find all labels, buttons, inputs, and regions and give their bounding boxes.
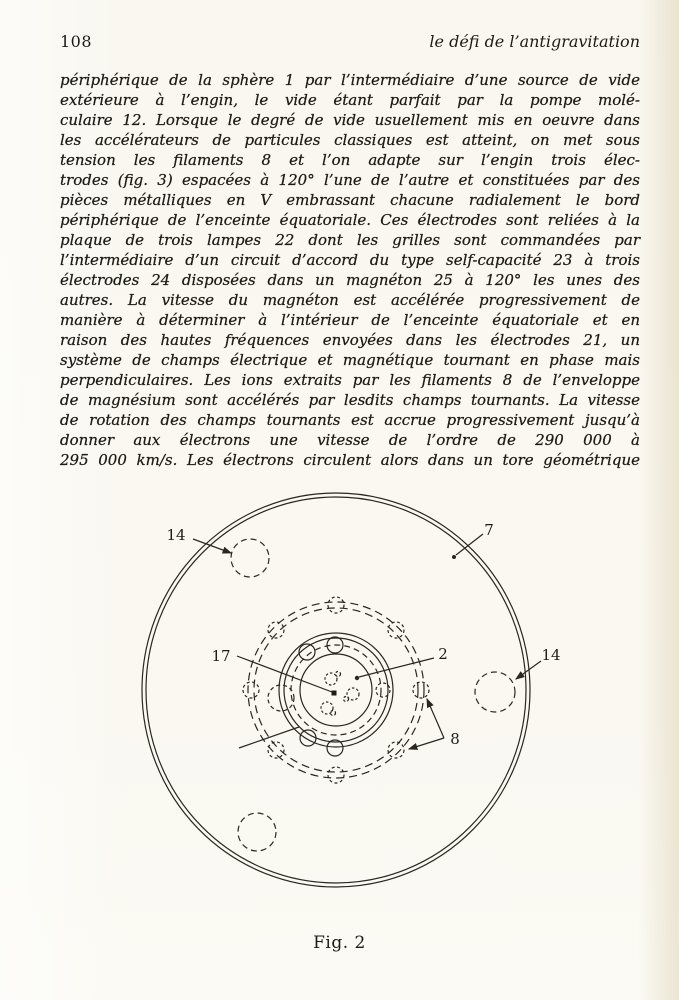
text-line: périphérique de la sphère 1 par l’intermédiaire d’une source de vide bbox=[60, 71, 640, 89]
figure-label: 8 bbox=[450, 730, 460, 748]
figure-caption: Fig. 2 bbox=[313, 933, 366, 953]
text-line: manière à déterminer à l’intérieur de l’enceinte équatoriale et en bbox=[60, 311, 640, 329]
text-line: extérieure à l’engin, le vide étant parfait par la pompe molé- bbox=[60, 91, 640, 109]
page-number: 108 bbox=[60, 32, 93, 51]
text-line: de rotation des champs tournants est accrue progressivement jusqu’à bbox=[60, 411, 640, 429]
core-circle-2 bbox=[300, 654, 372, 726]
figure-2-diagram bbox=[0, 480, 679, 900]
text-line: donner aux électrons une vitesse de l’ordre de 290 000 à bbox=[60, 431, 640, 449]
text-line: les accélérateurs de particules classiques est atteint, on met sous bbox=[60, 131, 640, 149]
body-text bbox=[60, 70, 640, 470]
text-line: culaire 12. Lorsque le degré de vide usuellement mis en oeuvre dans bbox=[60, 111, 640, 129]
text-line: pièces métalliques en V embrassant chacune radialement le bord bbox=[60, 191, 640, 209]
text-line: système de champs électrique et magnétique tournant en phase mais bbox=[60, 351, 640, 369]
centre-hub-17 bbox=[321, 672, 359, 716]
ports-14 bbox=[231, 539, 515, 851]
figure-2 bbox=[0, 480, 679, 900]
text-line: perpendiculaires. Les ions extraits par les filaments 8 de l’enveloppe bbox=[60, 371, 640, 389]
text-line: plaque de trois lampes 22 dont les grilles sont commandées par bbox=[60, 231, 640, 249]
text-line: l’intermédiaire d’un circuit d’accord du type self-capacité 23 à trois bbox=[60, 251, 640, 269]
running-title: le défi de l’antigravitation bbox=[429, 32, 640, 51]
figure-label: 17 bbox=[211, 647, 231, 665]
running-header bbox=[60, 32, 640, 51]
figure-label: 14 bbox=[541, 646, 561, 664]
figure-label: 14 bbox=[166, 526, 186, 544]
text-line: tension les filaments 8 et l’on adapte sur l’engin trois élec- bbox=[60, 151, 640, 169]
text-line: de magnésium sont accélérés par lesdits champs tournants. La vitesse bbox=[60, 391, 640, 409]
text-line: autres. La vitesse du magnéton est accélérée progressivement de bbox=[60, 291, 640, 309]
text-line: 295 000 km/s. Les électrons circulent alors dans un tore géométrique bbox=[60, 451, 640, 469]
outer-sphere-circle bbox=[142, 493, 530, 887]
figure-label: 7 bbox=[484, 521, 494, 539]
text-line: raison des hautes fréquences envoyées dans les électrodes 21, un bbox=[60, 331, 640, 349]
enclosure-wall-circle bbox=[279, 633, 393, 747]
text-line: électrodes 24 disposées dans un magnéton 25 à 120° les unes des bbox=[60, 271, 640, 289]
text-line: trodes (fig. 3) espacées à 120° l’une de l’autre et constituées par des bbox=[60, 171, 640, 189]
text-line: périphérique de l’enceinte équatoriale. Ces électrodes sont reliées à la bbox=[60, 211, 640, 229]
figure-label: 2 bbox=[438, 645, 448, 663]
